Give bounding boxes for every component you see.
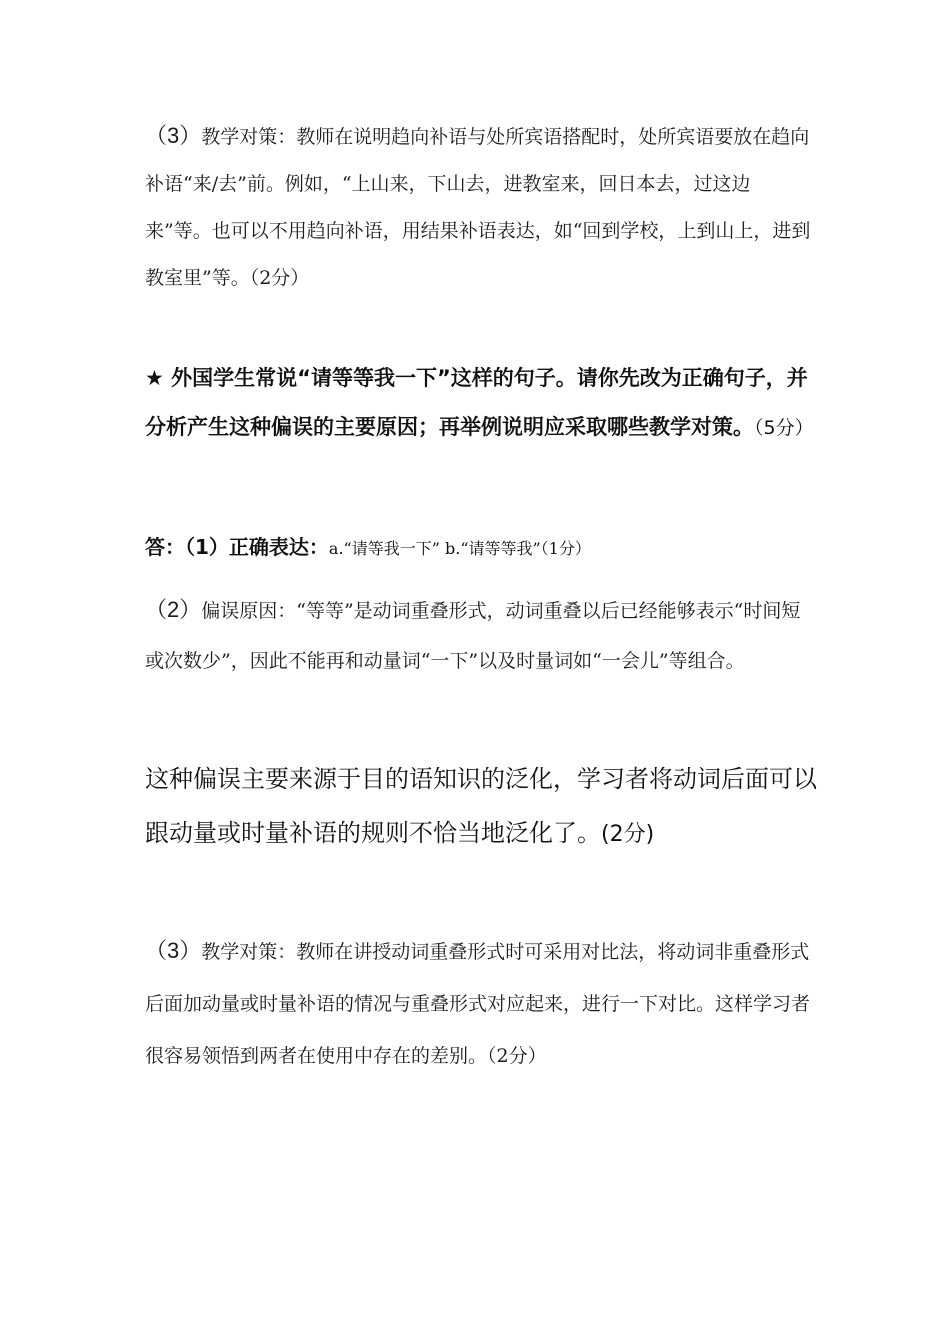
question-text: ★ 外国学生常说“请等等我一下”这样的句子。请你先改为正确句子，并分析产生这种偏误的主要原因；再举例说明应采取哪些教学对策。 — [145, 366, 808, 439]
question-points: （5分） — [754, 417, 814, 439]
paragraph-text: 偏误原因：“等等”是动词重叠形式，动词重叠以后已经能够表示“时间短或次数少”，因此不能再和动量词“一下”以及时量词如“一会儿”等组合。 — [145, 600, 801, 672]
teaching-strategy-paragraph-2 — [145, 925, 815, 1082]
item-number: （3） — [145, 123, 202, 148]
paragraph-text: 教学对策：教师在讲授动词重叠形式时可采用对比法，将动词非重叠形式后面加动量或时量补语的情况与重叠形式对应起来，进行一下对比。这样学习者很容易领悟到两者在使用中存在的差别。（2分） — [145, 941, 811, 1067]
paragraph-points: (2分) — [601, 822, 655, 847]
error-cause-paragraph — [145, 585, 815, 686]
generalization-paragraph — [145, 752, 825, 862]
question-paragraph — [145, 354, 825, 453]
item-number: （2） — [145, 597, 202, 622]
item-number: （3） — [145, 938, 202, 963]
answer-text: a.“请等我一下” b.“请等等我”（1分） — [328, 539, 591, 558]
paragraph-text: 这种偏误主要来源于目的语知识的泛化，学习者将动词后面可以跟动量或时量补语的规则不恰当地泛化了。 — [145, 765, 817, 847]
teaching-strategy-paragraph-1 — [145, 112, 815, 302]
paragraph-text: 教学对策：教师在说明趋向补语与处所宾语搭配时，处所宾语要放在趋向补语“来/去”前。例如，“上山来，下山去，进教室来，回日本去，过这边来”等。也可以不用趋向补语，用结果补语表达，如“回到学校，上到山上，进到教室里”等。（2分） — [145, 126, 811, 289]
answer-line — [145, 527, 825, 569]
answer-label: 答：（1）正确表达： — [145, 535, 329, 559]
